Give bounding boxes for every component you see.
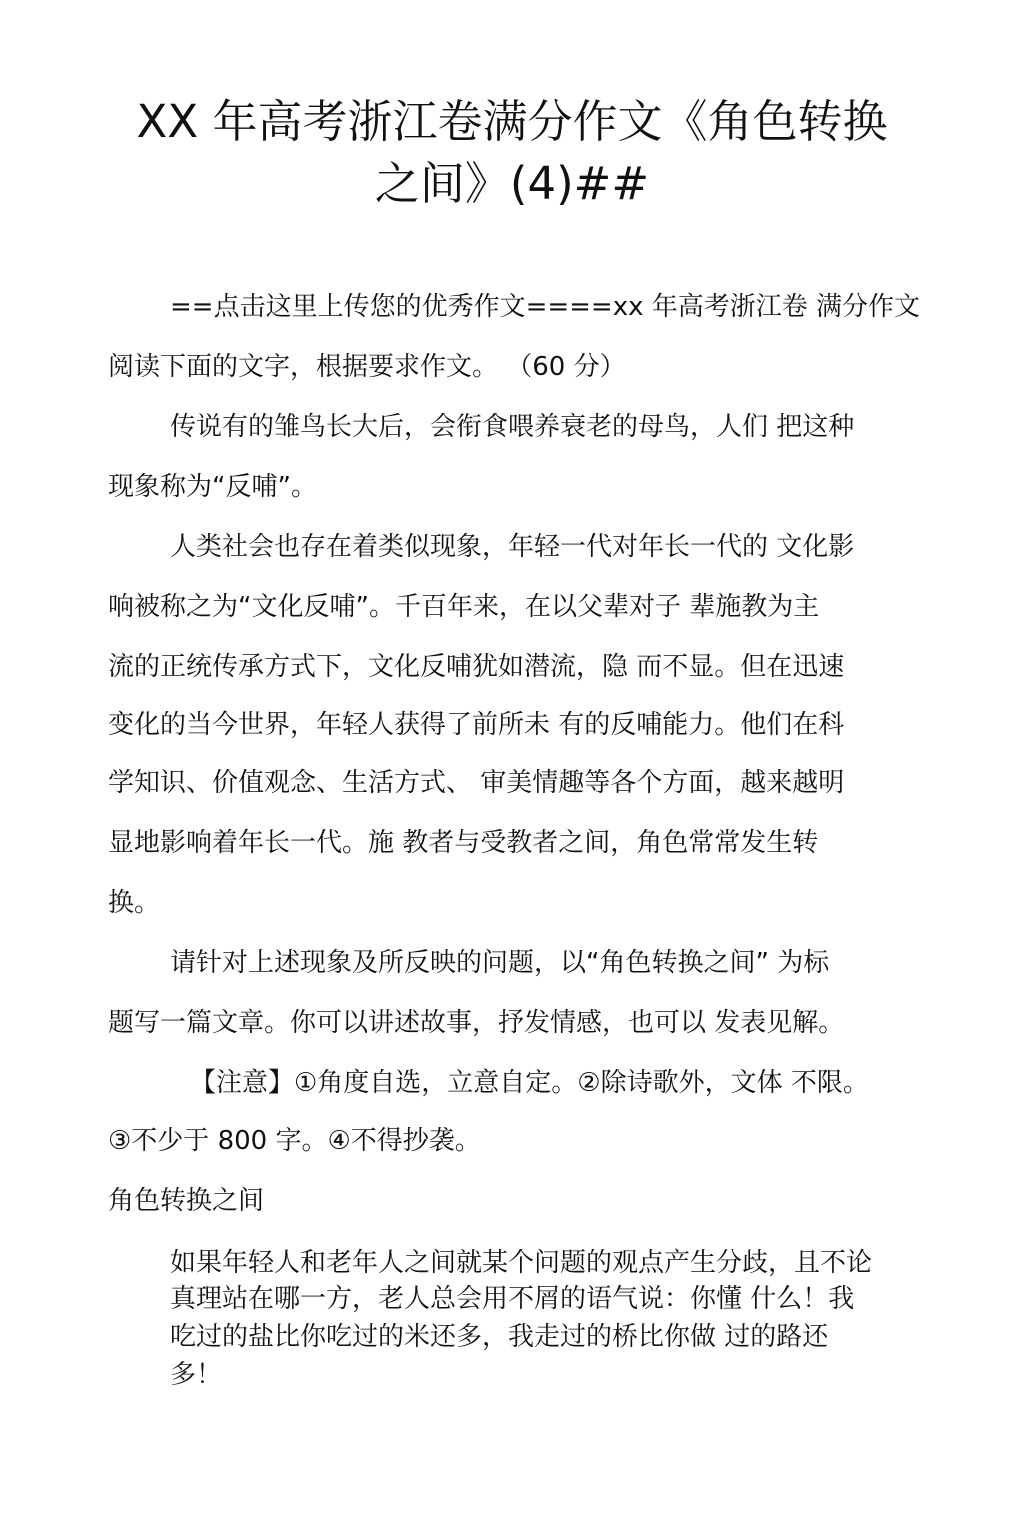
paragraph-line: 换。 [108,888,161,918]
paragraph-line: ③不少于 800 字。④不得抄袭。 [108,1126,481,1156]
document-title-line-2: 之间》(4)## [374,157,650,210]
paragraph-line: 吃过的盐比你吃过的米还多，我走过的桥比你做 过的路还 [170,1322,829,1352]
paragraph-line: 【注意】①角度自选，立意自定。②除诗歌外，文体 不限。 [190,1068,869,1098]
paragraph-line: 学知识、价值观念、生活方式、 审美情趣等各个方面，越来越明 [108,768,845,798]
paragraph-line: 阅读下面的文字，根据要求作文。 （60 分） [108,352,626,382]
paragraph-line: 传说有的雏鸟长大后，会衔食喂养衰老的母鸟，人们 把这种 [170,412,855,442]
paragraph-line: 现象称为“反哺”。 [108,472,317,502]
paragraph-line: 真理站在哪一方，老人总会用不屑的语气说：你懂 什么！我 [170,1284,855,1314]
paragraph-line: 多！ [170,1360,223,1390]
paragraph-line: 题写一篇文章。你可以讲述故事，抒发情感，也可以 发表见解。 [108,1008,845,1038]
paragraph-line: 显地影响着年长一代。施 教者与受教者之间，角色常常发生转 [108,828,819,858]
essay-heading: 角色转换之间 [108,1186,265,1216]
paragraph-line: 请针对上述现象及所反映的问题，以“角色转换之间” 为标 [170,948,830,978]
paragraph-line: 变化的当今世界，年轻人获得了前所未 有的反哺能力。他们在科 [108,710,845,740]
paragraph-line: 流的正统传承方式下，文化反哺犹如潜流，隐 而不显。但在迅速 [108,652,845,682]
document-title-line-1: XX 年高考浙江卷满分作文《角色转换 [136,95,888,148]
paragraph-line: 如果年轻人和老年人之间就某个问题的观点产生分歧，且不论 [170,1248,873,1278]
paragraph-line: ==点击这里上传您的优秀作文====xx 年高考浙江卷 满分作文 [170,292,921,322]
paragraph-line: 响被称之为“文化反哺”。千百年来，在以父辈对子 辈施教为主 [108,592,820,622]
paragraph-line: 人类社会也存在着类似现象，年轻一代对年长一代的 文化影 [170,532,855,562]
